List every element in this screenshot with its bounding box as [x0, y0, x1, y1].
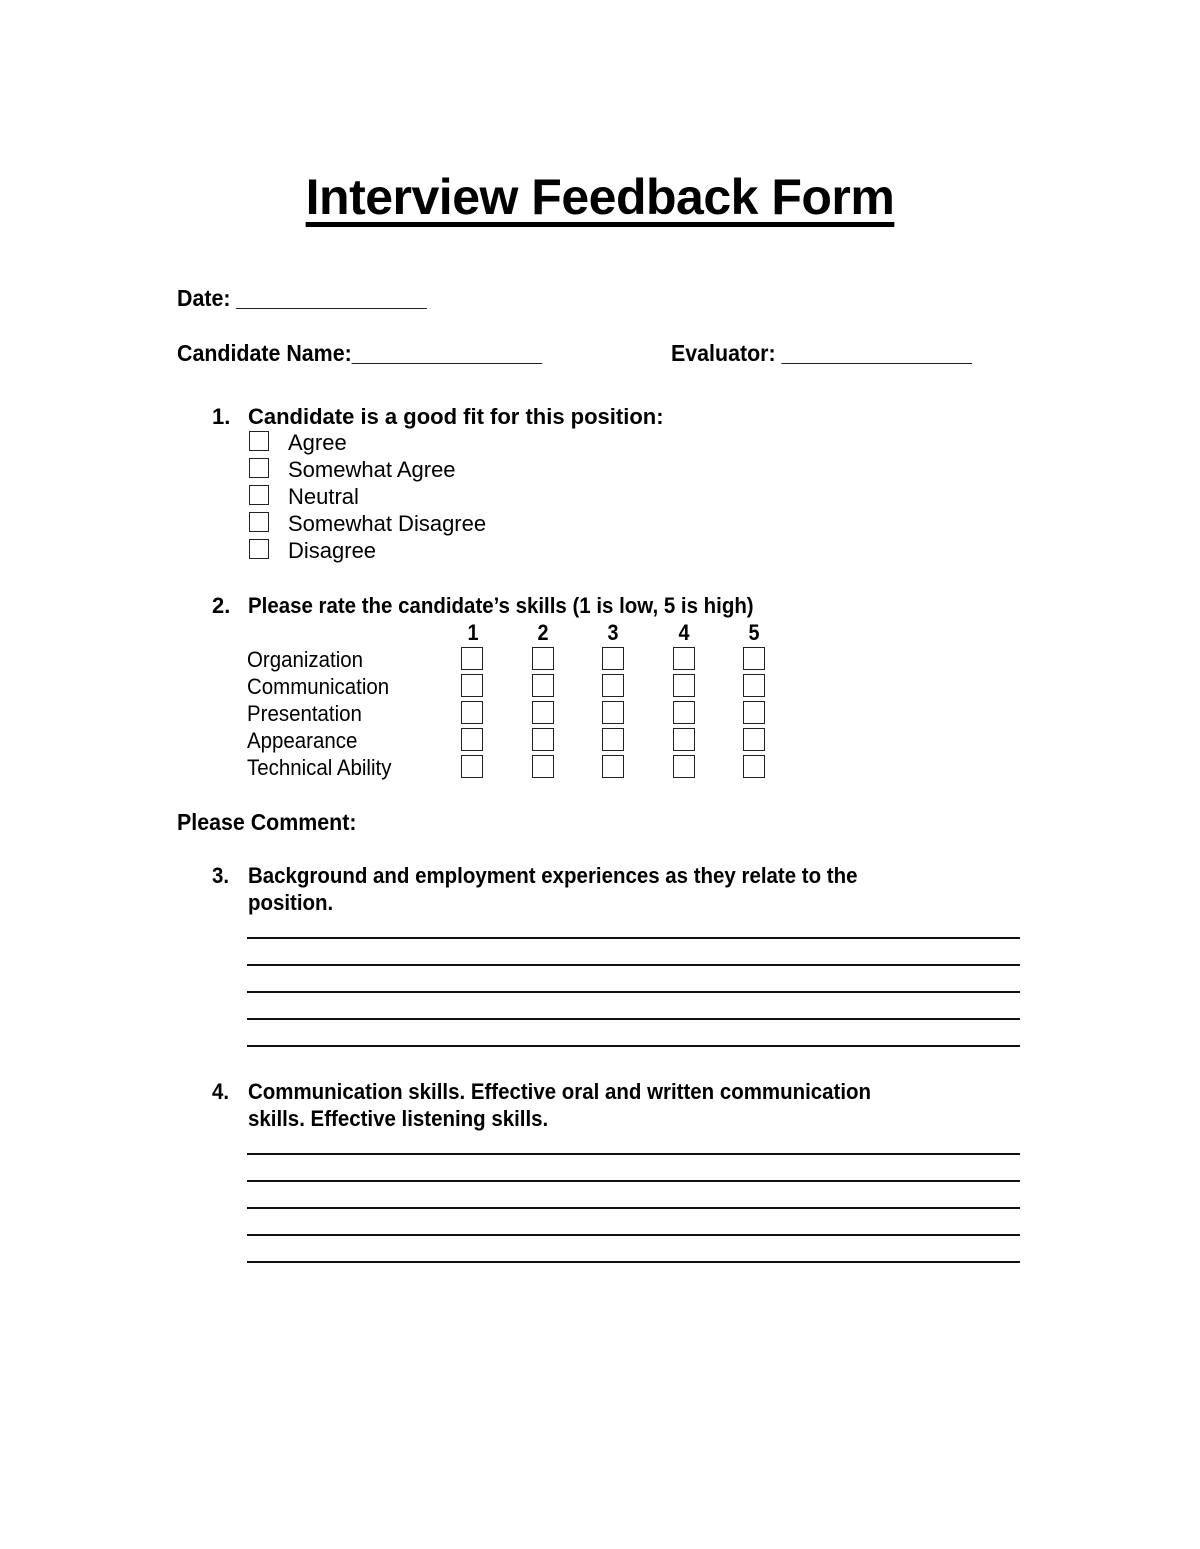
- q4-answer-line[interactable]: [247, 1180, 1020, 1182]
- rating-organization-4[interactable]: [673, 647, 695, 670]
- rating-presentation-4[interactable]: [673, 701, 695, 724]
- rating-presentation-2[interactable]: [532, 701, 554, 724]
- q3-answer-line[interactable]: [247, 1018, 1020, 1020]
- rating-communication-5[interactable]: [743, 674, 765, 697]
- candidate-name-field: [177, 340, 542, 367]
- skill-label-technical-ability: Technical Ability: [247, 755, 392, 780]
- rating-technical-ability-5[interactable]: [743, 755, 765, 778]
- q4-number: 4.: [212, 1079, 230, 1104]
- rating-appearance-5[interactable]: [743, 728, 765, 751]
- rating-presentation-3[interactable]: [602, 701, 624, 724]
- rating-appearance-1[interactable]: [461, 728, 483, 751]
- date-blank[interactable]: ________________: [236, 285, 427, 311]
- rating-appearance-3[interactable]: [602, 728, 624, 751]
- candidate-name-label: Candidate Name:: [177, 340, 352, 366]
- rating-presentation-5[interactable]: [743, 701, 765, 724]
- scale-3: 3: [607, 620, 619, 645]
- q4-text-line1: Communication skills. Effective oral and written communication: [248, 1079, 872, 1104]
- page-title-text: Interview Feedback Form: [305, 169, 895, 225]
- page-title: [0, 168, 1200, 226]
- rating-communication-2[interactable]: [532, 674, 554, 697]
- q4-answer-line[interactable]: [247, 1207, 1020, 1209]
- rating-organization-3[interactable]: [602, 647, 624, 670]
- skill-label-communication: Communication: [247, 674, 390, 699]
- evaluator-label: Evaluator:: [671, 340, 776, 366]
- rating-appearance-2[interactable]: [532, 728, 554, 751]
- rating-appearance-4[interactable]: [673, 728, 695, 751]
- q3-number: 3.: [212, 863, 230, 888]
- rating-technical-ability-2[interactable]: [532, 755, 554, 778]
- option-label-neutral: Neutral: [288, 484, 359, 509]
- q3-text-line1: Background and employment experiences as they relate to the: [248, 863, 858, 888]
- checkbox-somewhat-agree[interactable]: [249, 458, 269, 478]
- checkbox-agree[interactable]: [249, 431, 269, 451]
- q3-answer-line[interactable]: [247, 991, 1020, 993]
- evaluator-blank[interactable]: ________________: [781, 340, 972, 366]
- q4-text-line2: skills. Effective listening skills.: [248, 1106, 549, 1131]
- checkbox-disagree[interactable]: [249, 539, 269, 559]
- evaluator-field: [671, 340, 972, 367]
- q2-text: Please rate the candidate’s skills (1 is low, 5 is high): [248, 593, 754, 618]
- rating-presentation-1[interactable]: [461, 701, 483, 724]
- q1-number: 1.: [212, 404, 231, 429]
- q4-answer-line[interactable]: [247, 1261, 1020, 1263]
- checkbox-neutral[interactable]: [249, 485, 269, 505]
- scale-1: 1: [467, 620, 479, 645]
- checkbox-somewhat-disagree[interactable]: [249, 512, 269, 532]
- scale-2: 2: [537, 620, 549, 645]
- rating-organization-5[interactable]: [743, 647, 765, 670]
- q4-answer-line[interactable]: [247, 1234, 1020, 1236]
- rating-technical-ability-3[interactable]: [602, 755, 624, 778]
- option-label-somewhat-agree: Somewhat Agree: [288, 457, 456, 482]
- q4-answer-line[interactable]: [247, 1153, 1020, 1155]
- comment-heading: Please Comment:: [177, 809, 357, 835]
- rating-organization-1[interactable]: [461, 647, 483, 670]
- scale-4: 4: [678, 620, 690, 645]
- date-field: [177, 285, 427, 312]
- rating-communication-4[interactable]: [673, 674, 695, 697]
- scale-5: 5: [748, 620, 760, 645]
- skill-label-organization: Organization: [247, 647, 364, 672]
- q3-answer-line[interactable]: [247, 964, 1020, 966]
- rating-technical-ability-4[interactable]: [673, 755, 695, 778]
- q1-text: Candidate is a good fit for this position:: [248, 404, 664, 429]
- skill-label-presentation: Presentation: [247, 701, 362, 726]
- q3-text-line2: position.: [248, 890, 334, 915]
- date-label: Date:: [177, 285, 231, 311]
- rating-communication-1[interactable]: [461, 674, 483, 697]
- rating-technical-ability-1[interactable]: [461, 755, 483, 778]
- candidate-name-blank[interactable]: ________________: [351, 340, 543, 366]
- rating-communication-3[interactable]: [602, 674, 624, 697]
- rating-organization-2[interactable]: [532, 647, 554, 670]
- q2-number: 2.: [212, 593, 231, 618]
- option-label-somewhat-disagree: Somewhat Disagree: [288, 511, 487, 536]
- option-label-agree: Agree: [288, 430, 347, 455]
- skill-label-appearance: Appearance: [247, 728, 358, 753]
- q3-answer-line[interactable]: [247, 1045, 1020, 1047]
- q3-answer-line[interactable]: [247, 937, 1020, 939]
- option-label-disagree: Disagree: [288, 538, 377, 563]
